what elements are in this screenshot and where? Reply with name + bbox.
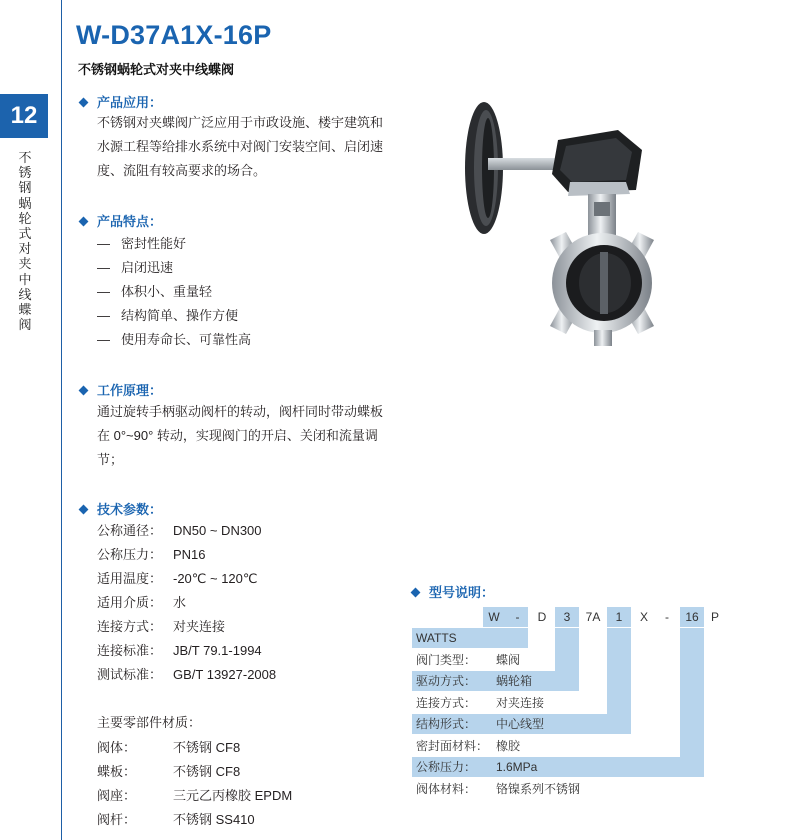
- list-item: — 启闭迅速: [97, 260, 174, 275]
- model-code: 16: [685, 610, 699, 624]
- table-row: 测试标准： GB/T 13927-2008: [97, 667, 277, 682]
- diamond-bullet-icon: [79, 505, 89, 515]
- table-row: 公称压力： PN16: [97, 547, 206, 562]
- model-row: 阀体材料： 铬镍系列不锈钢: [416, 782, 581, 796]
- model-brand: WATTS: [416, 631, 457, 645]
- model-bar: [680, 628, 704, 774]
- model-code: D: [537, 610, 547, 624]
- model-row: 连接方式： 对夹连接: [416, 696, 545, 710]
- diamond-bullet-icon: [79, 98, 89, 108]
- model-code: 1: [615, 610, 623, 624]
- model-code: -: [665, 610, 669, 624]
- application-heading: 产品应用：: [80, 92, 162, 111]
- diamond-bullet-icon: [79, 386, 89, 396]
- model-row: 密封面材料： 橡胶: [416, 739, 521, 753]
- features-list: [97, 232, 251, 352]
- list-item: — 密封性能好: [97, 236, 187, 251]
- model-row: 结构形式： 中心线型: [416, 717, 545, 731]
- model-code: 7A: [585, 610, 601, 624]
- model-code: P: [710, 610, 719, 624]
- list-item: — 结构简单、操作方便: [97, 308, 239, 323]
- features-heading: 产品特点：: [80, 211, 162, 230]
- model-code: X: [639, 610, 648, 624]
- list-item: — 使用寿命长、可靠性高: [97, 332, 252, 347]
- model-code: W: [488, 610, 500, 624]
- application-text: 不锈钢对夹蝶阀广泛应用于市政设施、楼宇建筑和水源工程等给排水系统中对阀门安装空间、启闭速度、流阻有较高要求的场合。: [97, 115, 384, 178]
- table-row: 连接方式： 对夹连接: [97, 619, 226, 634]
- model-code: 3: [563, 610, 571, 624]
- model-heading: 型号说明：: [412, 582, 494, 601]
- parameters-heading: 技术参数：: [80, 499, 162, 518]
- diamond-bullet-icon: [79, 217, 89, 227]
- model-row: 公称压力： 1.6MPa: [416, 760, 538, 774]
- model-row: 驱动方式： 蜗轮箱: [416, 674, 533, 688]
- table-row: 公称通径： DN50 ~ DN300: [97, 523, 262, 538]
- principle-text: 通过旋转手柄驱动阀杆的转动，阀杆同时带动蝶板在 0°~90° 转动，实现阀门的开启、关闭和流量调节；: [97, 404, 384, 467]
- materials-table: [97, 736, 292, 832]
- model-row: 阀门类型： 蝶阀: [416, 653, 521, 667]
- page-title: W-D37A1X-16P: [76, 20, 272, 50]
- table-row: 蝶板： 不锈钢 CF8: [97, 764, 241, 779]
- materials-heading: 主要零部件材质：: [97, 715, 202, 730]
- table-row: 适用温度： -20℃ ~ 120℃: [97, 571, 258, 586]
- table-row: 阀座： 三元乙丙橡胶 EPDM: [97, 788, 293, 803]
- table-row: 阀杆： 不锈钢 SS410: [97, 812, 255, 827]
- butterfly-valve-image: [440, 90, 670, 350]
- model-code: -: [515, 610, 520, 624]
- table-row: 连接标准： JB/T 79.1-1994: [97, 643, 262, 658]
- diamond-bullet-icon: [411, 588, 421, 598]
- page-number-tab: 12: [0, 94, 48, 138]
- list-item: — 体积小、重量轻: [97, 284, 213, 299]
- sidebar-divider: [61, 0, 62, 840]
- table-row: 阀体： 不锈钢 CF8: [97, 740, 241, 755]
- parameters-table: [97, 519, 276, 687]
- table-row: 适用介质： 水: [97, 595, 187, 610]
- sidebar-vertical-title: 不锈钢蜗轮式对夹中线蝶阀: [18, 150, 32, 333]
- page-subtitle: 不锈钢蜗轮式对夹中线蝶阀: [78, 62, 235, 77]
- principle-heading: 工作原理：: [80, 380, 162, 399]
